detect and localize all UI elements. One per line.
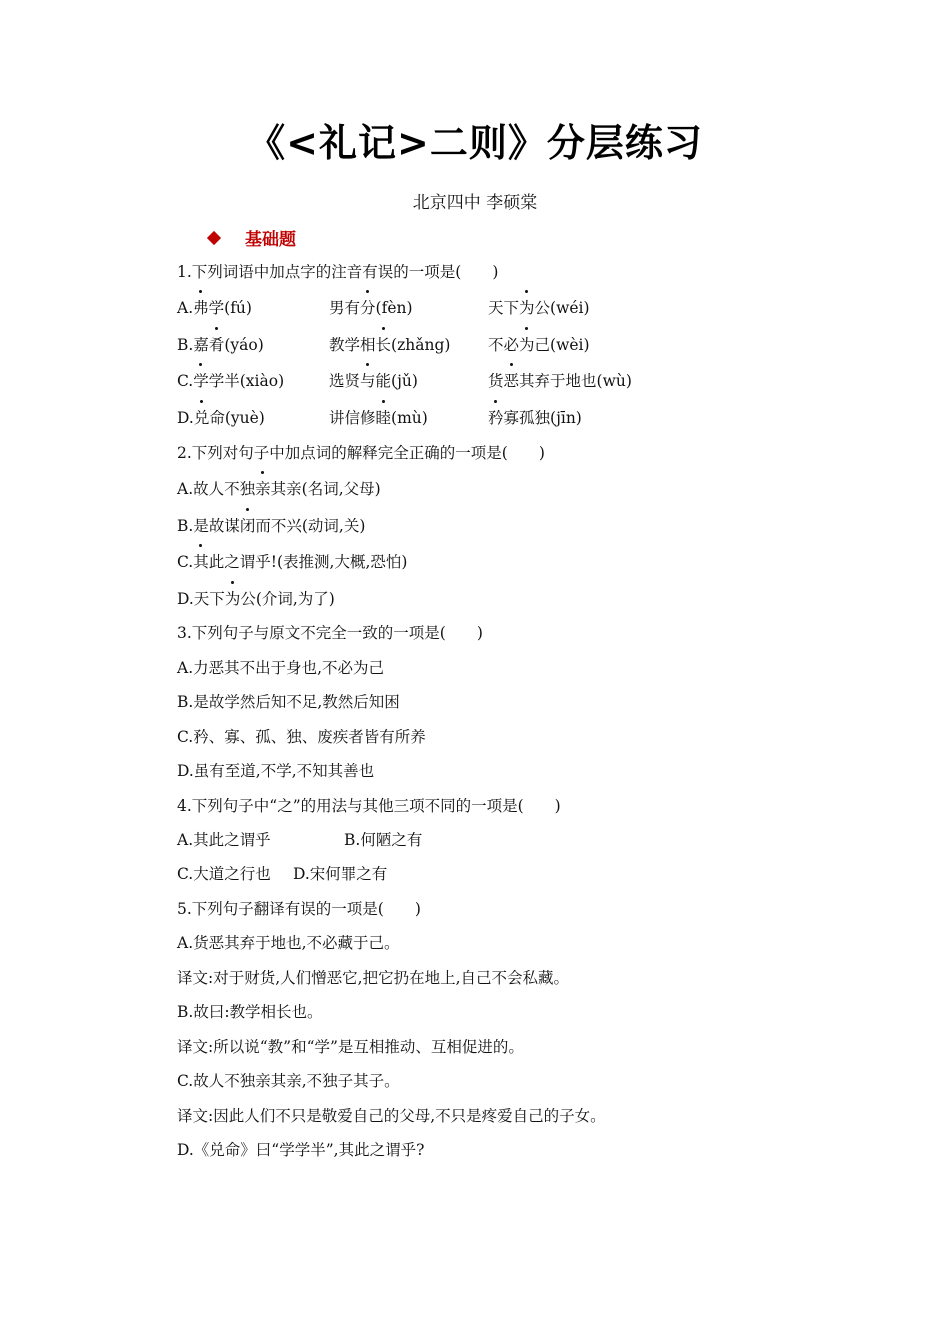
- q1-text: 能(jǔ): [375, 372, 418, 390]
- q1-option-d-item-1: [177, 407, 265, 429]
- q2-option-b: [177, 515, 365, 537]
- q1-dotted-char: 肴: [208, 336, 225, 354]
- q2-option-a: [177, 478, 381, 500]
- q1-dotted-char: 学: [193, 372, 209, 390]
- q5-option-b-translation: 译文:所以说“教”和“学”是互相推动、互相促进的。: [177, 1038, 524, 1056]
- question-4-stem: 4.下列句子中“之”的用法与其他三项不同的一项是( ): [177, 797, 561, 815]
- q3-option-a: A.力恶其不出于身也,不必为己: [177, 659, 385, 677]
- question-2-stem: 2.下列对句子中加点词的解释完全正确的一项是( ): [177, 444, 545, 462]
- q2-text: B.是故谋: [177, 517, 240, 535]
- question-5-stem: 5.下列句子翻译有误的一项是( ): [177, 900, 421, 918]
- q2-text: C.: [177, 553, 194, 571]
- q1-option-a-item-1: [177, 297, 252, 319]
- q1-text: 公(wéi): [534, 299, 590, 317]
- q1-text: (yáo): [224, 336, 264, 354]
- document-author: 北京四中 李硕棠: [412, 193, 538, 213]
- q5-option-a: A.货恶其弃于地也,不必藏于己。: [177, 934, 400, 952]
- q1-option-c-item-3: [488, 370, 632, 392]
- q1-text: (fèn): [375, 299, 413, 317]
- q2-text: 公(介词,为了): [240, 590, 335, 608]
- q2-dotted-char: 为: [224, 590, 241, 608]
- q4-option-d: D.宋何罪之有: [293, 865, 388, 883]
- q1-text: B.嘉: [177, 336, 209, 354]
- q1-text: 不必: [488, 336, 520, 354]
- q1-dotted-char: 长: [375, 336, 392, 354]
- q2-text: 而不兴(动词,关): [255, 517, 366, 535]
- q2-text: 此之谓乎!(表推测,大概,恐怕): [208, 553, 408, 571]
- q1-text: 男有: [329, 299, 361, 317]
- q4-option-c: C.大道之行也: [177, 865, 271, 883]
- q1-text: 寡孤独(jīn): [503, 409, 582, 427]
- q3-option-d: D.虽有至道,不学,不知其善也: [177, 762, 375, 780]
- q1-dotted-char: 与: [360, 372, 376, 390]
- q1-option-b-item-3: [488, 334, 590, 356]
- q2-dotted-char: 亲: [255, 480, 271, 498]
- section-heading: [205, 225, 296, 250]
- q1-option-c-item-2: [329, 370, 418, 392]
- q1-text: 天下: [488, 299, 520, 317]
- q2-text: D.天下: [177, 590, 225, 608]
- q1-option-a-item-3: [488, 297, 590, 319]
- q1-dotted-char: 弗: [193, 299, 209, 317]
- q1-text: 货: [488, 372, 504, 390]
- diamond-bullet-icon: [207, 230, 221, 244]
- q1-option-b-item-1: [177, 334, 264, 356]
- q1-option-c-item-1: [177, 370, 284, 392]
- q1-text: A.: [177, 299, 194, 317]
- question-3-stem: 3.下列句子与原文不完全一致的一项是( ): [177, 624, 483, 642]
- q1-text: D.: [177, 409, 194, 427]
- question-1-stem: 1.下列词语中加点字的注音有误的一项是( ): [177, 263, 499, 281]
- q4-option-a: A.其此之谓乎: [177, 831, 271, 849]
- q1-dotted-char: 分: [360, 299, 376, 317]
- q2-text: 其亲(名词,父母): [270, 480, 381, 498]
- q2-text: A.故人不独: [177, 480, 256, 498]
- document-title: 《<礼记>二则》分层练习: [247, 121, 703, 165]
- q1-dotted-char: 为: [519, 336, 535, 354]
- q1-dotted-char: 睦: [375, 409, 392, 427]
- q1-text: 其弃于地也(wù): [519, 372, 632, 390]
- q1-dotted-char: 恶: [503, 372, 520, 390]
- q5-option-c-translation: 译文:因此人们不只是敬爱自己的父母,不只是疼爱自己的子女。: [177, 1107, 606, 1125]
- q1-text: C.: [177, 372, 194, 390]
- q5-option-a-translation: 译文:对于财货,人们憎恶它,把它扔在地上,自己不会私藏。: [177, 969, 570, 987]
- q4-option-b: B.何陋之有: [344, 831, 423, 849]
- q5-option-d: D.《兑命》曰“学学半”,其此之谓乎?: [177, 1141, 425, 1159]
- q1-text: 讲信修: [329, 409, 376, 427]
- q2-option-c: [177, 551, 407, 573]
- q1-text: 学(fú): [208, 299, 252, 317]
- q1-dotted-char: 兑: [193, 409, 210, 427]
- q1-text: (mù): [391, 409, 428, 427]
- q1-dotted-char: 为: [519, 299, 535, 317]
- q3-option-c: C.矜、寡、孤、独、废疾者皆有所养: [177, 728, 426, 746]
- q1-text: 选贤: [329, 372, 361, 390]
- q5-option-b: B.故曰:教学相长也。: [177, 1003, 323, 1021]
- q1-option-d-item-2: [329, 407, 428, 429]
- section-heading-label: 基础题: [245, 230, 296, 250]
- q1-option-a-item-2: [329, 297, 413, 319]
- q1-option-d-item-3: [488, 407, 582, 429]
- q1-dotted-char: 矜: [488, 409, 504, 427]
- q2-option-d: [177, 588, 335, 610]
- q1-text: 教学相: [329, 336, 376, 354]
- q2-dotted-char: 闭: [239, 517, 256, 535]
- q1-text: (zhǎng): [391, 336, 451, 354]
- q1-option-b-item-2: [329, 334, 450, 356]
- q1-text: 己(wèi): [534, 336, 590, 354]
- q1-text: 学半(xiào): [208, 372, 285, 390]
- q2-dotted-char: 其: [193, 553, 209, 571]
- q5-option-c: C.故人不独亲其亲,不独子其子。: [177, 1072, 400, 1090]
- q1-text: 命(yuè): [209, 409, 265, 427]
- q3-option-b: B.是故学然后知不足,教然后知困: [177, 693, 400, 711]
